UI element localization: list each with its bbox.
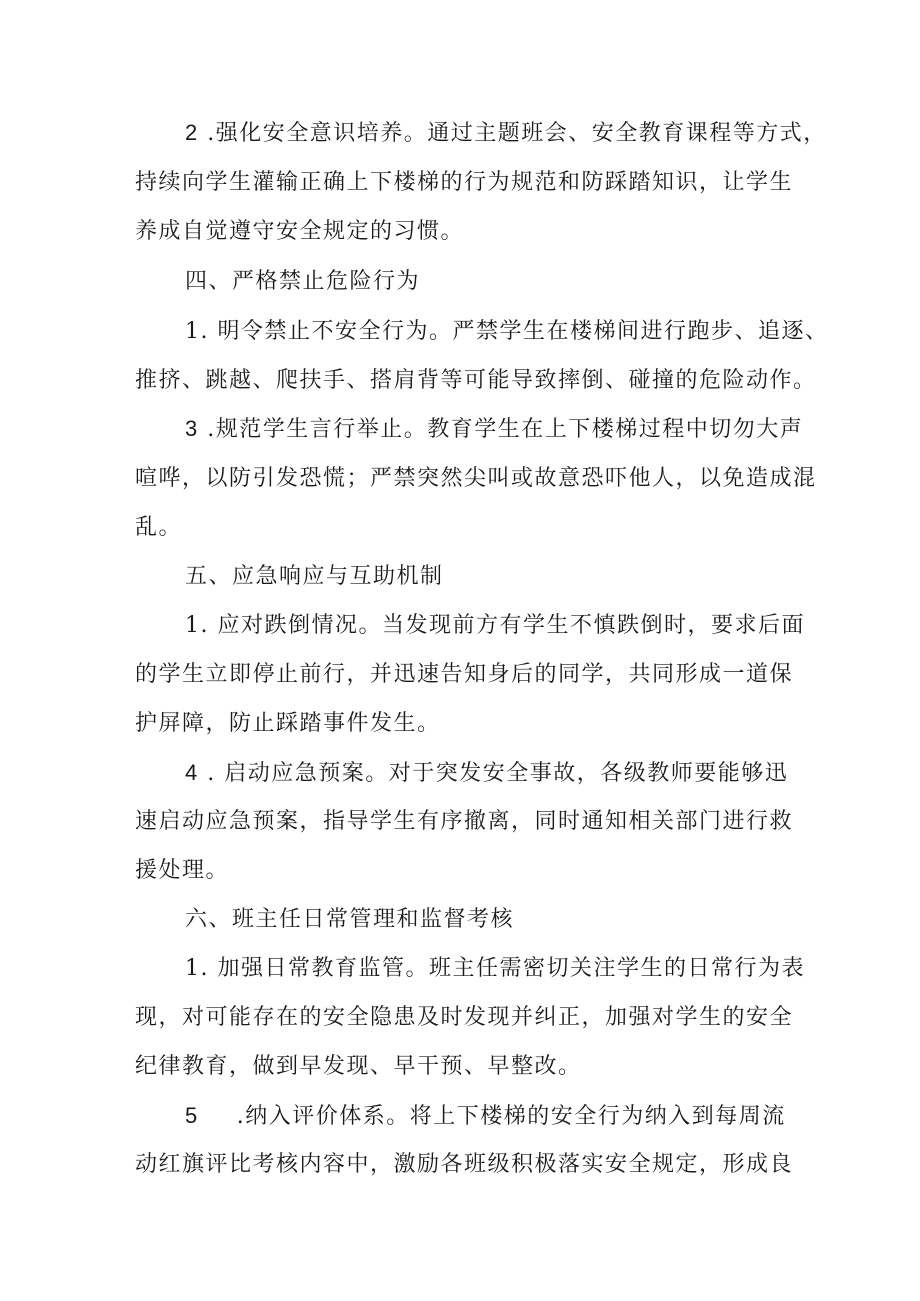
section-heading: 四、严格禁止危险行为 xyxy=(185,269,421,294)
paragraph-line: 1. 加强日常教育监管。班主任需密切关注学生的日常行为表 xyxy=(185,956,805,981)
paragraph-line xyxy=(185,759,788,788)
paragraph-line xyxy=(185,415,803,444)
list-number: 5 xyxy=(185,1103,199,1128)
paragraph-line: 的学生立即停止前行，并迅速告知身后的同学，共同形成一道保 xyxy=(135,662,794,687)
paragraph-line: 养成自觉遵守安全规定的习惯。 xyxy=(135,219,465,244)
line-text: .纳入评价体系。将上下楼梯的安全行为纳入到每周流 xyxy=(236,1104,786,1129)
list-number: 2 xyxy=(185,120,199,145)
paragraph-line: 现，对可能存在的安全隐患及时发现并纠正，加强对学生的安全 xyxy=(135,1005,794,1030)
paragraph-line: 1. 明令禁止不安全行为。严禁学生在楼梯间进行跑步、追逐、 xyxy=(185,319,829,344)
section-heading: 五、应急响应与互助机制 xyxy=(185,564,444,589)
paragraph-line: 动红旗评比考核内容中，激励各班级积极落实安全规定，形成良 xyxy=(135,1152,794,1177)
paragraph-line: 护屏障，防止踩踏事件发生。 xyxy=(135,711,441,736)
paragraph-line: 持续向学生灌输正确上下楼梯的行为规范和防踩踏知识，让学生 xyxy=(135,170,794,195)
line-text: .规范学生言行举止。教育学生在上下楼梯过程中切勿大声 xyxy=(207,417,804,442)
paragraph-line: 乱。 xyxy=(135,515,183,540)
line-text: .强化安全意识培养。通过主题班会、安全教育课程等方式， xyxy=(207,121,827,146)
paragraph-line: 1. 应对跌倒情况。当发现前方有学生不慎跌倒时，要求后面 xyxy=(185,613,805,638)
list-number: 4 xyxy=(185,760,199,785)
paragraph-line xyxy=(185,1102,786,1131)
paragraph-line: 喧哗，以防引发恐慌；严禁突然尖叫或故意恐吓他人，以免造成混 xyxy=(135,466,817,491)
line-text: . 启动应急预案。对于突发安全事故，各级教师要能够迅 xyxy=(207,761,789,786)
paragraph-line: 纪律教育，做到早发现、早干预、早整改。 xyxy=(135,1054,582,1079)
list-number: 3 xyxy=(185,416,199,441)
paragraph-line: 推挤、跳越、爬扶手、搭肩背等可能导致摔倒、碰撞的危险动作。 xyxy=(135,368,817,393)
paragraph-line: 速启动应急预案，指导学生有序撤离，同时通知相关部门进行救 xyxy=(135,809,794,834)
paragraph-line: 援处理。 xyxy=(135,858,230,883)
paragraph-line xyxy=(185,119,827,148)
section-heading: 六、班主任日常管理和监督考核 xyxy=(185,907,515,932)
